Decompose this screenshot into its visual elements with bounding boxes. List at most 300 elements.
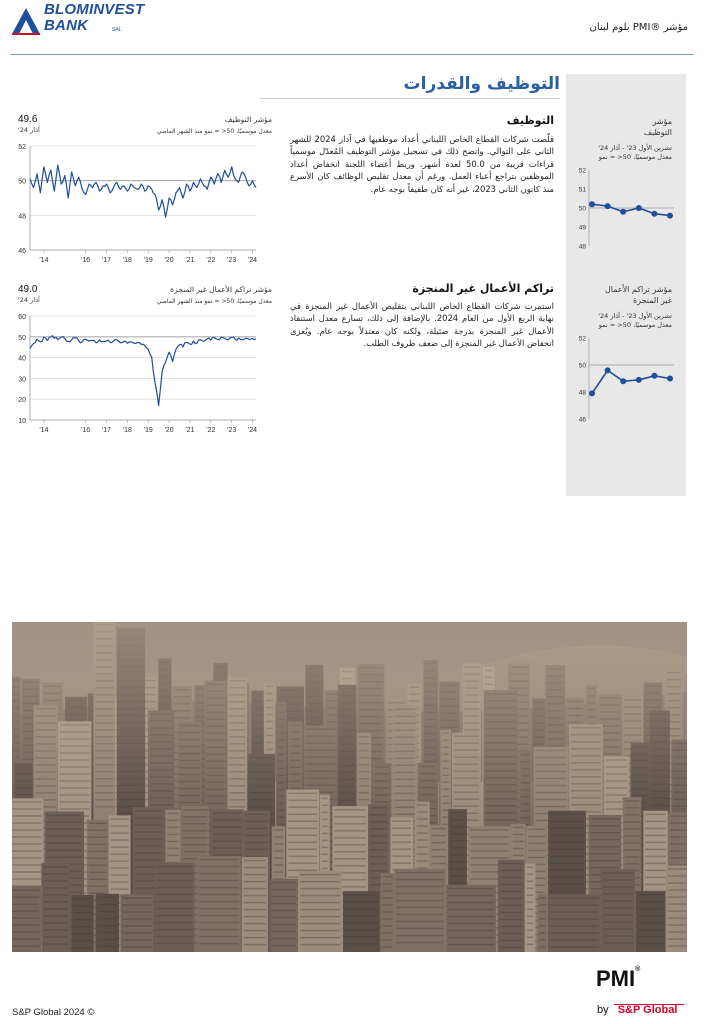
skyline-window-row xyxy=(111,832,129,833)
skyline-window-row xyxy=(288,835,317,836)
skyline-window-row xyxy=(157,929,192,930)
skyline-window-row xyxy=(123,946,152,947)
skyline-window-row xyxy=(273,945,296,946)
skyline-window-row xyxy=(157,873,192,874)
skyline-window-row xyxy=(12,925,39,926)
sidebar-backlogs-chart-point xyxy=(620,378,626,384)
skyline-window-row xyxy=(392,856,411,857)
skyline-window-row xyxy=(527,916,534,917)
skyline-window-row xyxy=(345,929,378,930)
skyline-window-row xyxy=(135,845,162,846)
pmi-registered-mark: ® xyxy=(635,966,641,973)
skyline-window-row xyxy=(370,863,387,864)
skyline-window-row xyxy=(500,898,523,899)
skyline-window-row xyxy=(645,849,666,850)
skyline-window-row xyxy=(471,857,509,858)
skyline-window-row xyxy=(89,837,107,838)
skyline-window-row xyxy=(273,917,296,918)
by-text: by xyxy=(597,1004,609,1016)
skyline-window-row xyxy=(273,910,296,911)
skyline-window-row xyxy=(432,835,446,836)
skyline-window-row xyxy=(539,946,545,947)
logo-suffix: SAL xyxy=(112,27,122,33)
employment-chart-ytick-label: 50 xyxy=(18,178,26,186)
skyline-window-row xyxy=(74,905,92,906)
skyline-window-row xyxy=(396,872,443,873)
skyline-window-row xyxy=(396,928,443,929)
skyline-window-row xyxy=(157,901,192,902)
skyline-window-row xyxy=(322,868,328,869)
skyline-window-row xyxy=(157,866,192,867)
skyline-window-row xyxy=(625,849,640,850)
logo-line1: BLOMINVEST xyxy=(44,1,145,18)
skyline-window-row xyxy=(668,903,687,904)
skyline-building xyxy=(197,856,241,952)
skyline-window-row xyxy=(300,937,339,938)
skyline-window-row xyxy=(550,828,584,829)
skyline-window-row xyxy=(645,863,666,864)
skyline-window-row xyxy=(98,925,117,926)
skyline-window-row xyxy=(345,922,378,923)
skyline-window-row xyxy=(89,851,107,852)
skyline-window-row xyxy=(370,856,387,857)
skyline-window-row xyxy=(527,874,534,875)
skyline-window-row xyxy=(12,871,41,872)
sidebar-employment-chart-ytick-label: 48 xyxy=(578,243,586,251)
skyline-window-row xyxy=(442,824,449,825)
skyline-window-row xyxy=(98,939,117,940)
backlogs-chart-value: 49.0 xyxy=(18,284,38,295)
logo-emblem-icon xyxy=(10,4,42,38)
pmi-logo-text: PMI xyxy=(596,966,636,991)
employment-chart-xtick-label: '22 xyxy=(206,257,216,264)
skyline-window-row xyxy=(288,849,317,850)
skyline-window-row xyxy=(500,933,523,934)
skyline-window-row xyxy=(500,891,523,892)
skyline-window-row xyxy=(74,947,92,948)
skyline-window-row xyxy=(300,881,339,882)
skyline-window-row xyxy=(183,830,207,831)
skyline-window-row xyxy=(638,929,664,930)
skyline-window-row xyxy=(668,938,687,939)
employment-chart-xtick-label: '17 xyxy=(101,257,112,264)
skyline-window-row xyxy=(432,842,446,843)
skyline-window-row xyxy=(199,873,239,874)
skyline-window-row xyxy=(288,870,317,871)
employment-chart-ytick-label: 52 xyxy=(18,144,26,151)
sidebar-employment-chart-ytick-label: 49 xyxy=(578,224,586,232)
skyline-window-row xyxy=(123,932,152,933)
skyline-window-row xyxy=(167,841,178,842)
skyline-window-row xyxy=(12,932,39,933)
skyline-window-row xyxy=(550,835,584,836)
skyline-window-row xyxy=(300,874,339,875)
skyline-window-row xyxy=(334,823,366,824)
skyline-window-row xyxy=(183,851,207,852)
skyline-window-row xyxy=(396,914,443,915)
skyline-window-row xyxy=(625,842,640,843)
skyline-window-row xyxy=(123,897,152,898)
skyline-building xyxy=(41,863,70,952)
skyline-window-row xyxy=(322,854,328,855)
skyline-window-row xyxy=(300,888,339,889)
sidebar-backlogs-chart-ytick-label: 46 xyxy=(578,416,586,424)
skyline-window-row xyxy=(528,829,545,830)
skyline-building xyxy=(525,864,536,952)
skyline-window-row xyxy=(392,849,411,850)
employment-chart-title: مؤشر التوظيف xyxy=(224,115,272,124)
skyline-window-row xyxy=(157,915,192,916)
skyline-window-row xyxy=(288,828,317,829)
skyline-window-row xyxy=(550,877,584,878)
skyline-window-row xyxy=(513,848,524,849)
skyline-window-row xyxy=(245,856,268,857)
skyline-window-row xyxy=(645,870,666,871)
skyline-window-row xyxy=(274,850,283,851)
sidebar-backlogs-chart-point xyxy=(636,377,642,383)
skyline-window-row xyxy=(12,822,41,823)
skyline-window-row xyxy=(645,828,666,829)
skyline-window-row xyxy=(199,908,239,909)
employment-chart-subtitle: معدل موسميًا، 50< = نمو منذ الشهر الماضي xyxy=(156,128,272,135)
sidebar-panel xyxy=(566,74,686,496)
skyline-window-row xyxy=(274,829,283,830)
backlogs-chart-ytick-label: 20 xyxy=(18,397,26,405)
sidebar-backlogs-chart-ytick-label: 50 xyxy=(578,362,586,370)
skyline-window-row xyxy=(213,854,242,855)
skyline-window-row xyxy=(603,872,633,873)
skyline-window-row xyxy=(244,888,266,889)
skyline-building xyxy=(96,894,119,952)
skyline-window-row xyxy=(417,867,428,868)
skyline-window-row xyxy=(244,902,266,903)
skyline-window-row xyxy=(244,909,266,910)
city-skyline-illustration xyxy=(12,622,687,952)
skyline-window-row xyxy=(288,863,317,864)
employment-heading: التوظيف xyxy=(506,114,554,127)
skyline-window-row xyxy=(12,857,41,858)
skyline-window-row xyxy=(111,825,129,826)
skyline-window-row xyxy=(645,884,666,885)
skyline-window-row xyxy=(638,901,664,902)
skyline-window-row xyxy=(450,868,465,869)
skyline-window-row xyxy=(12,911,39,912)
skyline-window-row xyxy=(500,863,523,864)
skyline-window-row xyxy=(668,924,687,925)
skyline-building xyxy=(72,895,94,952)
skyline-window-row xyxy=(448,902,494,903)
skyline-window-row xyxy=(47,843,82,844)
sidebar-employment-chart-point xyxy=(589,201,595,207)
backlogs-chart-xtick-label: '16 xyxy=(81,427,91,434)
skyline-window-row xyxy=(527,909,534,910)
backlogs-chart-xtick-label: '22 xyxy=(206,427,216,434)
skyline-window-row xyxy=(244,881,266,882)
skyline-window-row xyxy=(245,828,268,829)
skyline-window-row xyxy=(383,925,393,926)
sidebar-employment-chart-point xyxy=(651,211,657,217)
sidebar-employment-chart-point xyxy=(636,205,642,211)
backlogs-chart-title: مؤشر تراكم الأعمال غير المنجزة xyxy=(170,285,272,294)
skyline-window-row xyxy=(157,887,192,888)
skyline-window-row xyxy=(74,898,92,899)
skyline-window-row xyxy=(625,828,640,829)
skyline-window-row xyxy=(111,846,129,847)
employment-chart-date: آذار 24' xyxy=(18,126,40,134)
skyline-window-row xyxy=(274,871,283,872)
skyline-window-row xyxy=(74,933,92,934)
skyline-window-row xyxy=(135,831,162,832)
skyline-window-row xyxy=(448,916,494,917)
skyline-window-row xyxy=(43,908,68,909)
employment-chart-value: 49.6 xyxy=(18,114,38,125)
skyline-window-row xyxy=(500,877,523,878)
skyline-window-row xyxy=(432,863,446,864)
skyline-window-row xyxy=(244,895,266,896)
skyline-window-row xyxy=(43,936,68,937)
skyline-window-row xyxy=(500,919,523,920)
skyline-window-row xyxy=(396,935,443,936)
skyline-window-row xyxy=(274,864,283,865)
skyline-window-row xyxy=(539,932,545,933)
skyline-building xyxy=(155,863,194,952)
skyline-window-row xyxy=(167,834,178,835)
skyline-window-row xyxy=(448,909,494,910)
skyline-window-row xyxy=(12,939,39,940)
skyline-window-row xyxy=(199,943,239,944)
skyline-window-row xyxy=(89,865,107,866)
backlogs-chart-xtick-label: '20 xyxy=(164,427,174,434)
skyline-window-row xyxy=(322,861,328,862)
sidebar-employment-period: تشرين الأول 23' - آذار 24' xyxy=(598,144,672,152)
skyline-window-row xyxy=(603,893,633,894)
skyline-window-row xyxy=(500,912,523,913)
backlogs-chart xyxy=(10,308,272,436)
skyline-window-row xyxy=(322,833,328,834)
backlogs-chart-ytick-label: 40 xyxy=(18,355,26,363)
sidebar-backlogs-title-2: غير المنجزة xyxy=(632,296,672,305)
skyline-window-row xyxy=(213,847,242,848)
skyline-window-row xyxy=(528,843,545,844)
skyline-window-row xyxy=(603,921,633,922)
skyline-window-row xyxy=(625,835,640,836)
skyline-window-row xyxy=(539,911,545,912)
skyline-window-row xyxy=(111,881,129,882)
skyline-window-row xyxy=(528,836,545,837)
skyline-window-row xyxy=(603,879,633,880)
skyline-window-row xyxy=(47,850,82,851)
skyline-window-row xyxy=(274,857,283,858)
skyline-window-row xyxy=(157,880,192,881)
skyline-window-row xyxy=(383,890,393,891)
skyline-window-row xyxy=(668,917,687,918)
skyline-window-row xyxy=(244,923,266,924)
city-skyline-photo xyxy=(12,622,687,952)
skyline-window-row xyxy=(89,823,107,824)
sidebar-backlogs-title-1: مؤشر تراكم الأعمال xyxy=(604,285,672,294)
skyline-window-row xyxy=(345,901,378,902)
skyline-window-row xyxy=(450,861,465,862)
backlogs-chart-xtick-label: '17 xyxy=(101,427,112,434)
sidebar-employment-chart-ytick-label: 51 xyxy=(578,186,586,194)
skyline-window-row xyxy=(370,835,387,836)
skyline-window-row xyxy=(334,865,366,866)
skyline-building xyxy=(12,887,41,953)
skyline-window-row xyxy=(668,882,687,883)
skyline-window-row xyxy=(396,907,443,908)
skyline-window-row xyxy=(417,839,428,840)
backlogs-chart-xtick-label: '23 xyxy=(227,427,237,434)
skyline-window-row xyxy=(157,943,192,944)
skyline-window-row xyxy=(111,853,129,854)
skyline-window-row xyxy=(213,840,242,841)
skyline-window-row xyxy=(47,836,82,837)
skyline-window-row xyxy=(244,874,266,875)
skyline-window-row xyxy=(450,875,465,876)
skyline-window-row xyxy=(199,901,239,902)
skyline-window-row xyxy=(98,918,117,919)
skyline-window-row xyxy=(396,942,443,943)
skyline-window-row xyxy=(417,825,428,826)
skyline-window-row xyxy=(47,829,82,830)
skyline-window-row xyxy=(12,885,41,886)
skyline-window-row xyxy=(638,915,664,916)
skyline-window-row xyxy=(245,849,268,850)
skyline-window-row xyxy=(513,841,524,842)
backlogs-heading: تراكم الأعمال غير المنجزة xyxy=(412,282,554,295)
skyline-window-row xyxy=(448,937,494,938)
skyline-window-row xyxy=(539,939,545,940)
skyline-window-row xyxy=(334,830,366,831)
sp-global-text: S&P Global xyxy=(617,1004,678,1016)
skyline-window-row xyxy=(111,874,129,875)
skyline-window-row xyxy=(213,826,242,827)
skyline-window-row xyxy=(157,894,192,895)
skyline-window-row xyxy=(539,904,545,905)
skyline-window-row xyxy=(370,828,387,829)
skyline-window-row xyxy=(300,916,339,917)
skyline-window-row xyxy=(550,856,584,857)
sidebar-backlogs-chart-ytick-label: 52 xyxy=(578,335,586,343)
skyline-window-row xyxy=(43,880,68,881)
skyline-building xyxy=(394,869,445,952)
skyline-window-row xyxy=(199,915,239,916)
skyline-window-row xyxy=(471,836,509,837)
skyline-building xyxy=(537,894,547,952)
skyline-window-row xyxy=(550,849,584,850)
skyline-window-row xyxy=(383,911,393,912)
skyline-window-row xyxy=(278,824,285,825)
skyline-window-row xyxy=(448,923,494,924)
skyline-window-row xyxy=(417,832,428,833)
skyline-window-row xyxy=(12,946,39,947)
backlogs-chart-xtick-label: '21 xyxy=(185,427,195,434)
skyline-window-row xyxy=(645,835,666,836)
employment-chart-xtick-label: '19 xyxy=(143,257,153,264)
skyline-window-row xyxy=(645,877,666,878)
skyline-window-row xyxy=(625,856,640,857)
skyline-window-row xyxy=(74,940,92,941)
skyline-window-row xyxy=(539,918,545,919)
skyline-window-row xyxy=(668,945,687,946)
skyline-window-row xyxy=(500,940,523,941)
skyline-window-row xyxy=(450,847,465,848)
skyline-window-row xyxy=(448,944,494,945)
skyline-window-row xyxy=(392,863,411,864)
skyline-window-row xyxy=(123,911,152,912)
skyline-window-row xyxy=(273,924,296,925)
skyline-window-row xyxy=(245,842,268,843)
sidebar-backlogs-chart-series-line xyxy=(592,370,670,393)
skyline-window-row xyxy=(370,842,387,843)
employment-chart-xtick-label: '24 xyxy=(247,257,258,264)
skyline-window-row xyxy=(12,843,41,844)
sidebar-employment-title-1: مؤشر xyxy=(652,117,672,126)
skyline-window-row xyxy=(551,946,599,947)
sidebar-employment-chart-series-line xyxy=(592,204,670,215)
skyline-window-row xyxy=(603,886,633,887)
skyline-window-row xyxy=(300,944,339,945)
skyline-window-row xyxy=(638,894,664,895)
skyline-window-row xyxy=(43,873,68,874)
skyline-window-row xyxy=(383,897,393,898)
header-title: مؤشر ®PMI بلوم لبنان xyxy=(589,22,688,33)
skyline-window-row xyxy=(288,856,317,857)
sidebar-backlogs-chart-point xyxy=(651,373,657,379)
skyline-window-row xyxy=(183,844,207,845)
skyline-window-row xyxy=(12,829,41,830)
sidebar-employment-note: معدل موسميًا، 50< = نمو xyxy=(598,153,672,161)
backlogs-chart-ytick-label: 30 xyxy=(18,376,26,384)
skyline-window-row xyxy=(135,852,162,853)
skyline-window-row xyxy=(527,923,534,924)
skyline-window-row xyxy=(43,929,68,930)
skyline-window-row xyxy=(345,894,378,895)
sidebar-employment-chart-point xyxy=(605,203,611,209)
skyline-window-row xyxy=(244,937,266,938)
skyline-window-row xyxy=(513,827,524,828)
sidebar-employment-chart-ytick-label: 50 xyxy=(578,205,586,213)
skyline-window-row xyxy=(527,902,534,903)
skyline-window-row xyxy=(450,840,465,841)
skyline-window-row xyxy=(273,903,296,904)
skyline-window-row xyxy=(111,839,129,840)
sidebar-backlogs-chart-point xyxy=(667,376,673,382)
skyline-window-row xyxy=(167,855,178,856)
skyline-window-row xyxy=(167,827,178,828)
skyline-window-row xyxy=(500,905,523,906)
skyline-window-row xyxy=(527,895,534,896)
skyline-window-row xyxy=(591,832,620,833)
skyline-window-row xyxy=(603,928,633,929)
skyline-window-row xyxy=(670,829,687,830)
skyline-window-row xyxy=(638,922,664,923)
skyline-window-row xyxy=(550,884,584,885)
skyline-window-row xyxy=(417,853,428,854)
backlogs-chart-xtick-label: '14 xyxy=(39,427,49,434)
skyline-window-row xyxy=(111,888,129,889)
backlogs-chart-series-line xyxy=(30,336,256,406)
skyline-window-row xyxy=(300,923,339,924)
skyline-window-row xyxy=(527,930,534,931)
skyline-window-row xyxy=(43,887,68,888)
sidebar-employment-chart-point xyxy=(620,209,626,215)
skyline-window-row xyxy=(513,834,524,835)
skyline-window-row xyxy=(300,930,339,931)
skyline-window-row xyxy=(213,833,242,834)
skyline-window-row xyxy=(43,943,68,944)
skyline-window-row xyxy=(123,918,152,919)
